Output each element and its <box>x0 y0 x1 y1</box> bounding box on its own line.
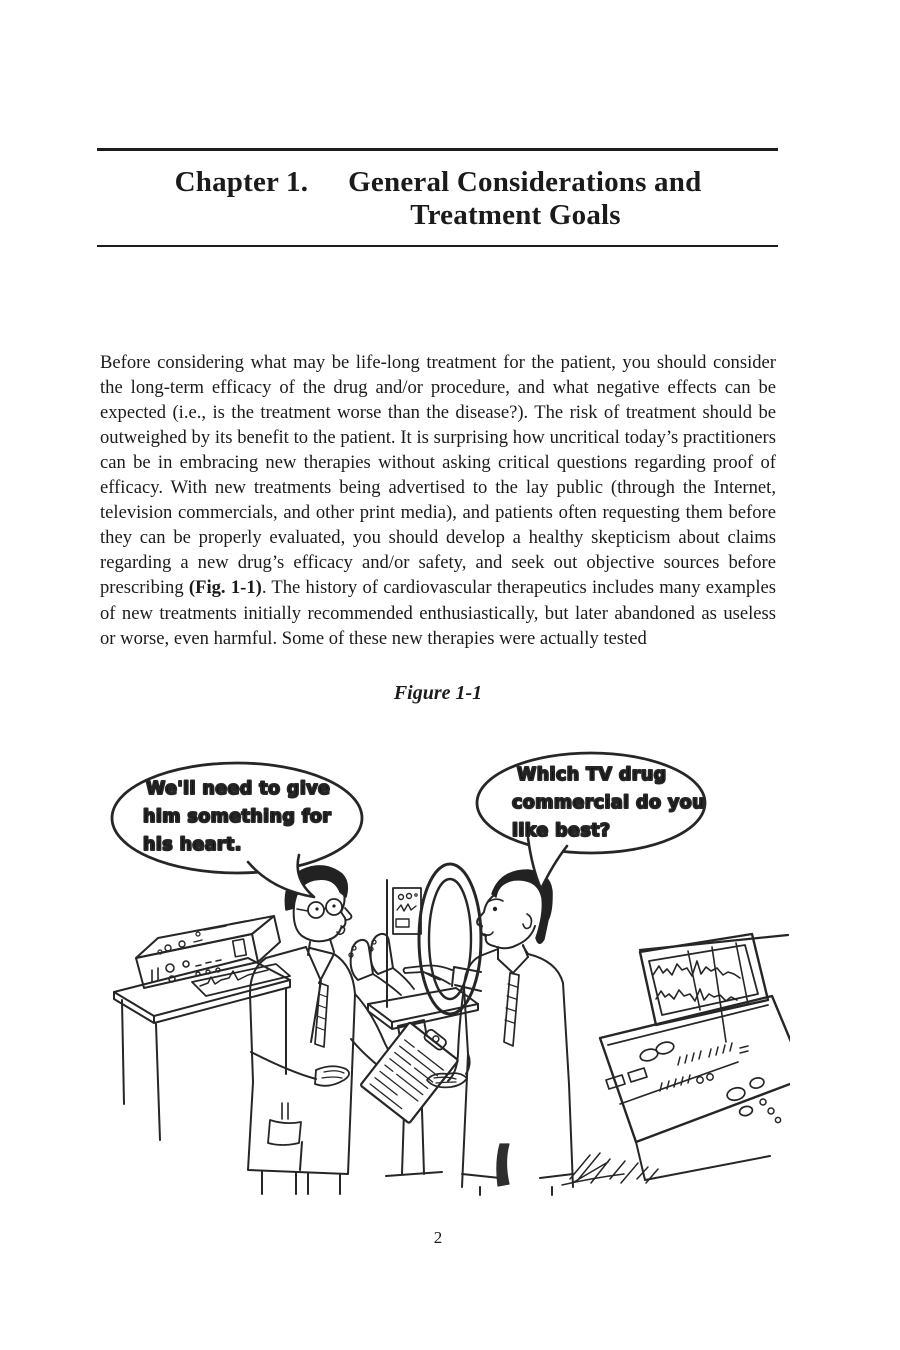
heading-rule-top <box>97 148 778 151</box>
ecg-machine <box>114 916 290 1140</box>
right-doctor <box>427 870 573 1195</box>
heading-rule-bottom <box>97 245 778 247</box>
chapter-title-part1: General Considerations and <box>348 166 702 198</box>
chapter-heading-line1 <box>100 166 776 199</box>
chapter-heading <box>100 166 776 232</box>
chapter-title-part2: Treatment Goals <box>410 199 621 231</box>
right-bubble-line2: commercial do you <box>512 793 705 813</box>
paragraph-text-2: . The history of cardiovascular therapeutics includes many examples of new treatments initially recommended enthusiastically, but later abandoned as useless or worse, even harmful. Some of these new therapies were actually tested <box>100 577 776 649</box>
body-paragraph <box>100 350 776 651</box>
left-bubble-line1: We'll need to give <box>146 779 331 799</box>
paragraph-text-1: Before considering what may be life-long treatment for the patient, you should consider the long-term efficacy of the drug and/or procedure, and what negative effects can be expected (i.e., is the treatment worse than the disease?). The risk of treatment should be outweighed by its benefit to the patient. It is surprising how uncritical today’s practitioners can be in embracing new therapies without asking critical questions regarding proof of efficacy. With new treatments being advertised to the lay public (through the Internet, television commercials, and other print media), and patients often requesting them before they can be properly evaluated, you should develop a healthy skepticism about claims regarding a new drug’s efficacy and/or safety, and seek out objective sources before prescribing <box>100 351 776 599</box>
monitor-console <box>600 934 790 1180</box>
figure-reference: (Fig. 1-1) <box>188 577 262 599</box>
right-bubble-line1: Which TV drug <box>517 765 667 785</box>
artist-signature <box>562 1153 658 1185</box>
page-number: 2 <box>433 1228 443 1247</box>
left-bubble-line2: him something for <box>143 807 332 827</box>
right-speech-bubble <box>477 753 705 889</box>
figure-caption: Figure 1-1 <box>393 682 483 704</box>
figure-1-1-cartoon <box>100 742 790 1197</box>
right-bubble-line3: like best? <box>512 821 611 841</box>
left-bubble-line3: his heart. <box>143 835 242 855</box>
chapter-number-label: Chapter 1. <box>174 166 309 198</box>
